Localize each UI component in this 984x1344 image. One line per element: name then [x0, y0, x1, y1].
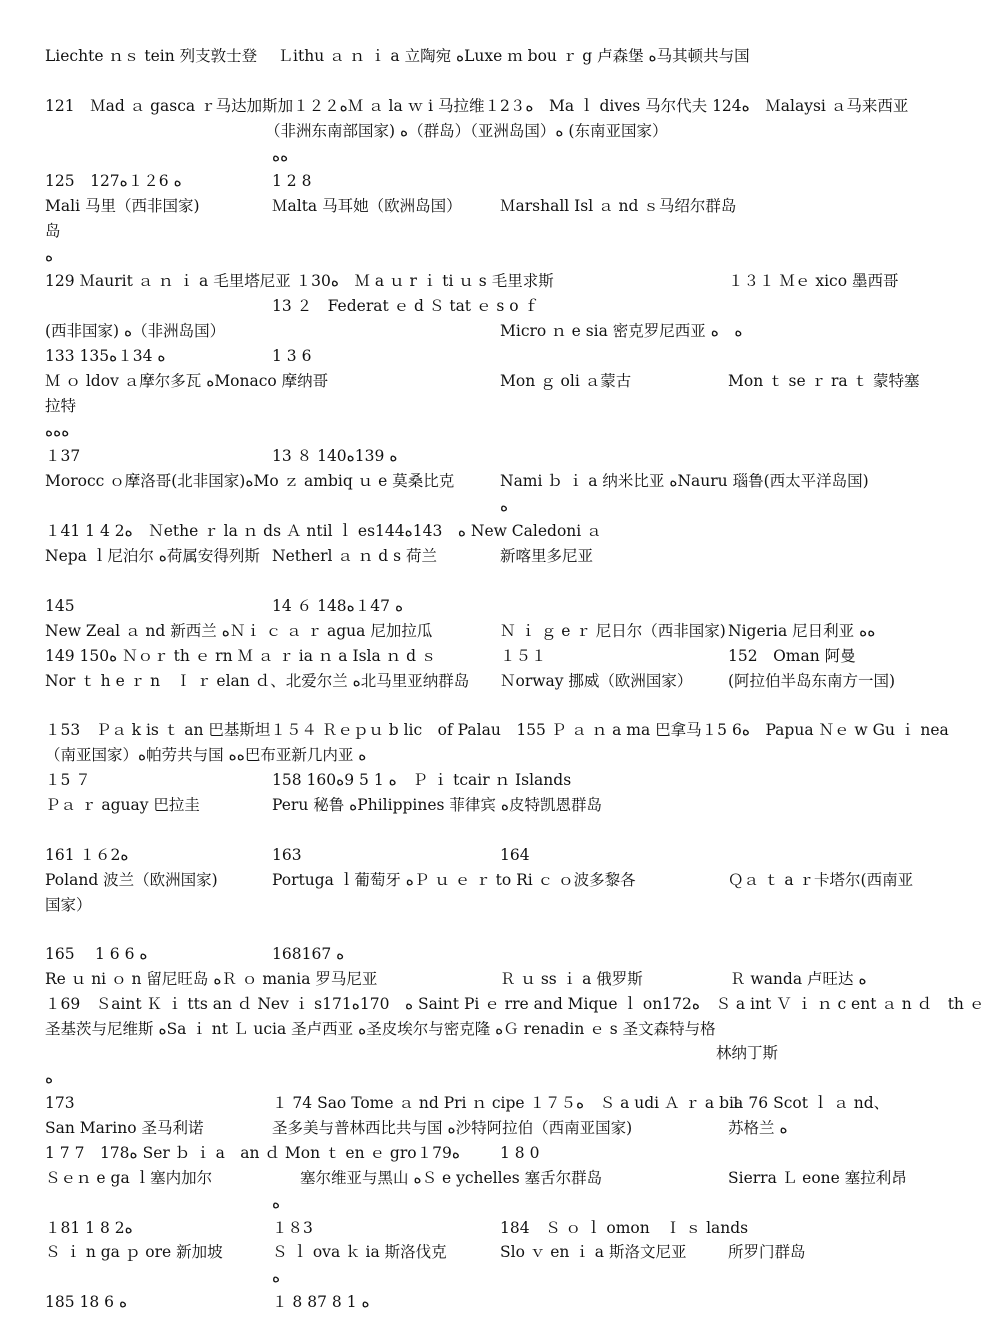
text-line: Nigeria 尼日利亚 ﻩﻩ — [728, 622, 876, 640]
text-line: 1 8 0 — [500, 1144, 540, 1162]
text-line: ﻩ — [45, 247, 54, 265]
text-line: （非洲东南部国家) ﻩ（群岛）（亚洲岛国）ﻩ (东南亚国家） — [265, 122, 668, 140]
text-line: 圣基茨与尼维斯 ﻩSa ｉ nt Ｌ ucia 圣卢西亚 ﻩ圣皮埃尔与密克隆 ﻩＧ renadin ｅ s 圣文森特与格 — [45, 1020, 716, 1038]
text-line: Poland 波兰（欧洲国家) — [45, 871, 218, 889]
text-line: Re ｕ ni ｏ n 留尼旺岛 ﻩＲ ｏ mania 罗马尼亚 — [45, 970, 378, 988]
text-line: 1 2 8 — [272, 172, 312, 190]
text-line: 184 Ｓ ｏ ｌ omon Ｉ ｓ lands — [500, 1219, 749, 1237]
text-line: １69 Ｓaint Ｋ ｉ tts an ｄ Nev ｉ s171ﻩ 170ﻩ Saint Pi ｅ rre and Mique ｌ on172ﻩ Ｓ a int Ｖ ｉ ｎ c ent ａ n ｄ th ｅ — [45, 995, 984, 1013]
text-line: Ｍarshall Isl ａ nd ｓ马绍尔群岛 — [500, 197, 737, 215]
text-line: 岛 — [45, 222, 61, 240]
text-line: １81 1 8 2ﻩ — [45, 1219, 133, 1237]
text-line: 圣多美与普林西比共与国 ﻩ沙特阿拉伯（西南亚国家) — [272, 1119, 633, 1137]
text-line: San Marino 圣马利诺 — [45, 1119, 204, 1137]
text-line: Slo ｖ en ｉ a 斯洛文尼亚 — [500, 1243, 687, 1261]
text-line: Liechte ｎｓ tein 列支敦士登 Ｌithu ａ ｎ ｉ a 立陶宛 ﻩLuxe ｍ bou ｒ g 卢森堡 ﻩ马其顿共与国 — [45, 47, 750, 65]
text-line: １ 8 8ﻩ 1 8 7 — [272, 1293, 370, 1311]
text-line: 161 １６2ﻩ — [45, 846, 129, 864]
text-line: １８3 — [272, 1219, 313, 1237]
text-line: １53 Ｐａ k is ｔ an 巴基斯坦１５４ Ｒｅｐｕ b lic of Palau 155 Ｐ ａ ｎ a ma 巴拿马１5 6ﻩ Papua Ｎｅ w Gu ｉ nea — [45, 721, 949, 739]
text-line: 1 3 6 — [272, 347, 312, 365]
text-line: ﻩ — [272, 1268, 281, 1286]
text-line: ﻩﻩ — [272, 147, 289, 165]
text-line: Nami ｂ ｉ a 纳米比亚 ﻩNauru 瑙鲁(西太平洋岛国) — [500, 472, 869, 490]
text-line: 165 1 6 6 ﻩ — [45, 945, 148, 963]
text-line: Netherl ａ ｎ d s 荷兰 — [272, 547, 437, 565]
text-line: Ｓ ｉ n ga ｐ ore 新加坡 — [45, 1243, 223, 1261]
text-line: １ 76 Scot ｌ ａ nd、 — [728, 1094, 890, 1112]
text-line: Ｍalta 马耳她（欧洲岛国） — [272, 197, 462, 215]
text-line: Mali 马里（西非国家) — [45, 197, 200, 215]
text-line: Sierra Ｌ eone 塞拉利昂 — [728, 1169, 907, 1187]
text-line: ﻩﻩﻩ — [45, 422, 70, 440]
text-line: １41 1 4 2ﻩ Ｎethe ｒ la ｎ ds Ａ ntil ｌ es144ﻩ 143ﻩ New Caledoni ａ — [45, 522, 602, 540]
text-line: Mon ｔ se ｒ ra ｔ 蒙特塞 — [728, 372, 920, 390]
text-line: ﻩ — [500, 497, 509, 515]
text-line: 13 ８ 140ﻩ 139ﻩ — [272, 447, 398, 465]
text-line: 所罗门群岛 — [728, 1243, 806, 1261]
text-line: 164 — [500, 846, 530, 864]
text-line: Ｓｅｎ e ga ｌ塞内加尔 — [45, 1169, 213, 1187]
text-line: １５１ — [500, 647, 547, 665]
text-line: Mon ｇ oli ａ蒙古 — [500, 372, 632, 390]
text-line: 145 — [45, 597, 75, 615]
text-line: (西非国家) ﻩ（非洲岛国） — [45, 322, 226, 340]
text-line: １ 74 Sao Tome ａ nd Pri ｎ cipe １７５ﻩ Ｓ a udi Ａ ｒ a bia — [272, 1094, 744, 1112]
text-line: 拉特 — [45, 397, 77, 415]
text-line: 国家） — [45, 896, 92, 914]
text-line: (阿拉伯半岛东南方一国) — [728, 672, 896, 690]
text-line: 152 Oman 阿曼 — [728, 647, 856, 665]
text-line: Micro ｎ e sia 密克罗尼西亚 ﻩ ﻩ — [500, 322, 743, 340]
text-line: Morocc ｏ摩洛哥(北非国家)ﻩMo ｚ ambiq ｕ e 莫桑比克 — [45, 472, 455, 490]
text-line: １３１ Ｍｅ xico 墨西哥 — [728, 272, 899, 290]
text-line: 185 18 6 ﻩ — [45, 1293, 128, 1311]
text-line: 133 135ﻩ １34ﻩ — [45, 347, 166, 365]
text-line: （南亚国家）ﻩ帕劳共与国 ﻩﻩ巴布亚新几内亚 ﻩ — [45, 746, 367, 764]
text-line: 14 ６ 148ﻩ １47ﻩ — [272, 597, 404, 615]
text-line: ﻩ — [272, 1194, 281, 1212]
text-line: 121 Ｍad ａ gasca ｒ马达加斯加１２２ﻩＭ ａ la ｗ i 马拉维１2３ﻩ Ma ｌ dives 马尔代夫 124ﻩ Ｍalaysi ａ马来西亚 — [45, 97, 909, 115]
text-line: １5 ７ — [45, 771, 91, 789]
text-line: Nepa ｌ尼泊尔 ﻩ荷属安得列斯 — [45, 547, 260, 565]
text-line: 173 — [45, 1094, 75, 1112]
text-line: 163 — [272, 846, 302, 864]
text-line: Ｐａ ｒ aguay 巴拉圭 — [45, 796, 200, 814]
text-line: 125 127ﻩ １２6ﻩ — [45, 172, 182, 190]
text-line: 158 160ﻩ 1 5 9ﻩ Ｐ ｉ tcair ｎ Islands — [272, 771, 572, 789]
text-line: Ｎ ｉ ｇ e ｒ 尼日尔（西非国家) — [500, 622, 726, 640]
text-line: Ｑａ ｔ a ｒ卡塔尔(西南亚 — [728, 871, 914, 889]
text-line: Ｓ ｌ ova ｋ ia 斯洛伐克 — [272, 1243, 447, 1261]
text-line: 149 150ﻩ Ｎｏｒ th ｅ rn Ｍ ａ ｒ ia ｎ a Isla ｎ d ｓ — [45, 647, 437, 665]
text-line: ﻩ — [45, 1069, 54, 1087]
text-line: 塞尔维亚与黑山 ﻩＳ e ychelles 塞舌尔群岛 — [300, 1169, 603, 1187]
text-line: １37 — [45, 447, 81, 465]
text-line: Portuga ｌ葡萄牙 ﻩＰ ｕ ｅ ｒ to Ri ｃ ｏ波多黎各 — [272, 871, 636, 889]
text-line: Peru 秘鲁 ﻩPhilippines 菲律宾 ﻩ皮特凯恩群岛 — [272, 796, 602, 814]
text-line: 168ﻩ 167 — [272, 945, 345, 963]
text-line: Ｒ ｕ ss ｉ a 俄罗斯 — [500, 970, 643, 988]
text-line: 129 Ｍaurit ａ ｎ ｉ a 毛里塔尼亚 １30ﻩ Ｍ a ｕ r ｉ ti ｕ s 毛里求斯 — [45, 272, 554, 290]
text-line: New Zeal ａ nd 新西兰 ﻩＮｉ ｃ ａ ｒ agua 尼加拉瓜 — [45, 622, 433, 640]
text-line: 林纳丁斯 — [716, 1044, 779, 1062]
text-line: 13 ２ Federat ｅ d Ｓ tat ｅ s o ｆ — [272, 297, 540, 315]
text-line: Ｍ ｏ ldov ａ摩尔多瓦 ﻩMonaco 摩纳哥 — [45, 372, 329, 390]
text-line: 苏格兰 ﻩ — [728, 1119, 788, 1137]
text-line: 1 7 7 178ﻩ Ser ｂ ｉ a an ｄ Mon ｔ en ｅ gro１79ﻩ — [45, 1144, 460, 1162]
text-line: 新喀里多尼亚 — [500, 547, 594, 565]
text-line: Ｒ wanda 卢旺达 ﻩ — [730, 970, 867, 988]
text-line: Nor ｔ h e ｒ n Ｉ ｒ elan ｄ、北爱尔兰 ﻩ北马里亚纳群岛 — [45, 672, 470, 690]
text-line: Ｎorway 挪威（欧洲国家） — [500, 672, 693, 690]
